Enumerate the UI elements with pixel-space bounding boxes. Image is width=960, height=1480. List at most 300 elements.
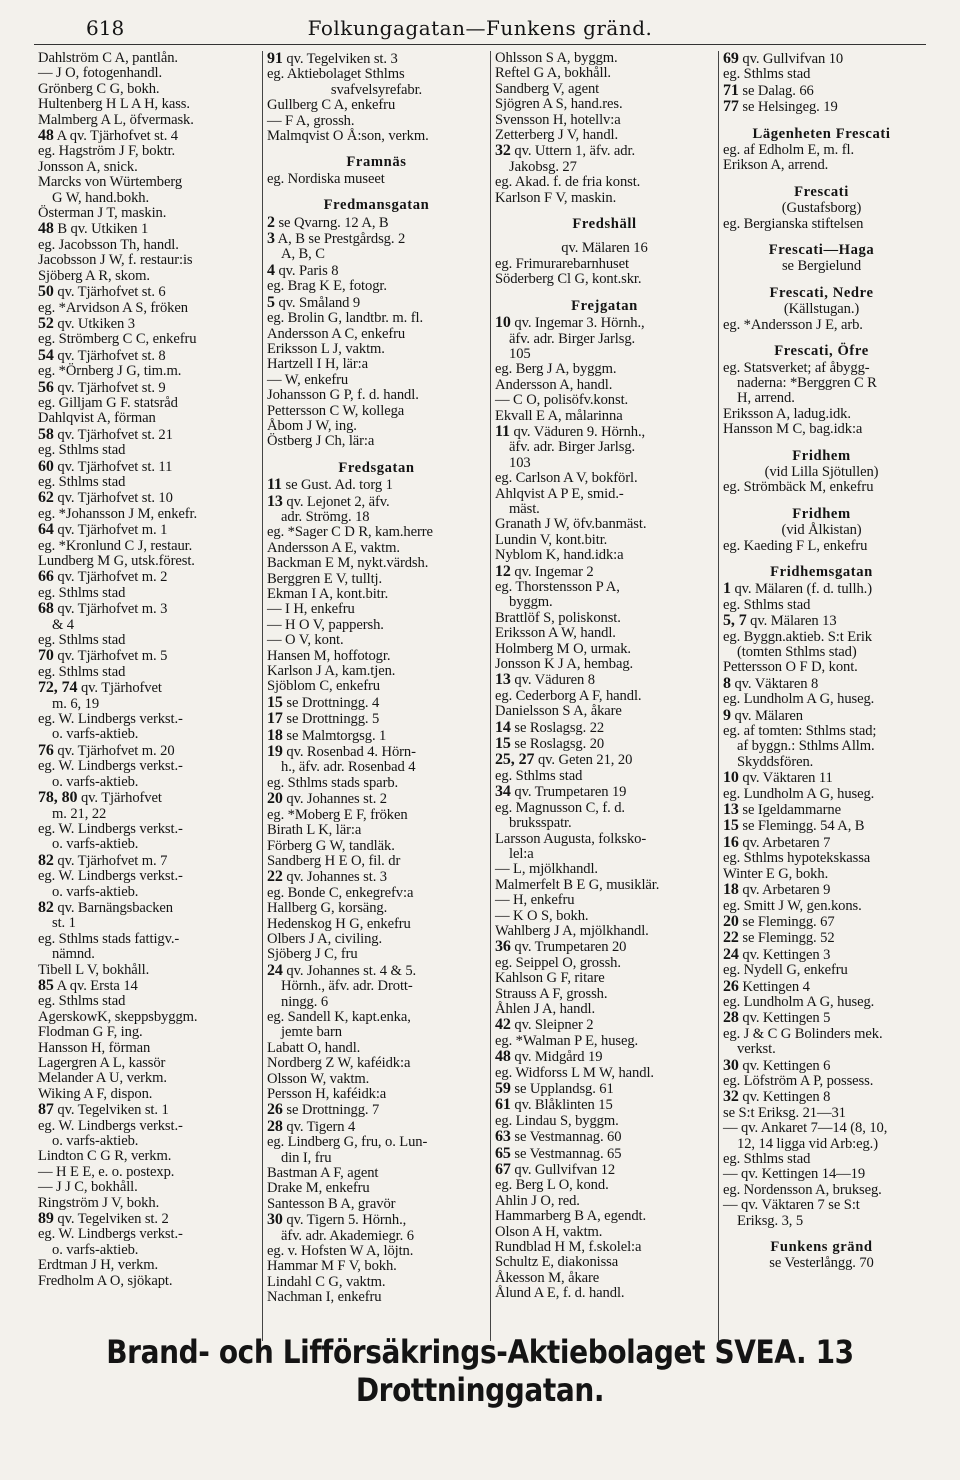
- directory-entry: [495, 1034, 714, 1049]
- address-entry: [495, 784, 714, 800]
- directory-entry: [495, 1209, 714, 1224]
- house-number: 48: [38, 127, 54, 145]
- street-heading: Framnäs: [346, 154, 407, 171]
- entry-text: Eriksg. 3, 5: [737, 1212, 804, 1229]
- directory-entry: [495, 987, 714, 1002]
- directory-entry: [267, 1087, 486, 1102]
- directory-entry: [267, 1244, 486, 1259]
- entry-text: eg. Lundholm A G, huseg.: [723, 993, 875, 1010]
- entry-text: qv. Sleipner 2: [514, 1017, 594, 1034]
- entry-text: qv. Barnängsbacken: [57, 899, 173, 916]
- directory-entry: [267, 556, 486, 571]
- entry-text: eg. Aktiebolaget Sthlms: [267, 66, 405, 83]
- directory-entry: [723, 995, 920, 1010]
- directory-entry: [267, 1041, 486, 1056]
- directory-entry: [267, 1010, 486, 1025]
- directory-entry: [38, 269, 258, 284]
- entry-text: eg. W. Lindbergs verkst.-: [38, 758, 183, 775]
- entry-text: eg. Bonde C, enkegrefv:a: [267, 884, 414, 901]
- directory-entry: [267, 98, 486, 113]
- address-entry: [38, 522, 258, 538]
- spacer: [723, 232, 920, 240]
- directory-entry: [495, 272, 714, 287]
- address-entry: [267, 695, 486, 711]
- directory-entry: [267, 1181, 486, 1196]
- house-number: 48: [38, 220, 54, 238]
- house-number: 66: [38, 568, 54, 586]
- entry-text: eg. Lundholm A G, huseg.: [723, 691, 875, 708]
- house-number: 20: [267, 790, 283, 808]
- entry-text: Åbom J W, ing.: [267, 417, 357, 434]
- entry-text: — C O, polisöfv.konst.: [495, 392, 629, 409]
- entry-text: eg. Nordensson A, brukseg.: [723, 1181, 882, 1198]
- entry-text: Sjöblom C, enkefru: [267, 678, 380, 695]
- entry-text: qv. Arbetaren 7: [742, 834, 831, 851]
- entry-text: Ohlsson S A, byggm.: [495, 51, 618, 66]
- street-heading: Fridhemsgatan: [770, 563, 873, 580]
- house-number: 2: [267, 213, 275, 231]
- directory-column-4: [718, 51, 924, 1341]
- directory-entry: [495, 97, 714, 112]
- directory-entry: [495, 533, 714, 548]
- directory-entry: [495, 51, 714, 66]
- directory-entry: [495, 128, 714, 143]
- house-number: 78, 80: [38, 789, 78, 807]
- directory-entry: [38, 727, 258, 742]
- entry-text: Jacobsson J W, f. restaur:is: [38, 252, 193, 269]
- directory-entry: [267, 357, 486, 372]
- directory-entry: [38, 175, 258, 190]
- entry-text: qv. Midgård 19: [514, 1049, 603, 1066]
- entry-text: — O V, kont.: [267, 632, 344, 649]
- directory-entry: [723, 724, 920, 739]
- footer-advertisement: Brand- och Lifförsäkrings-Aktiebolaget SVEA. 13 Drottninggatan.: [106, 1333, 854, 1409]
- entry-text: — qv. Ankaret 7—14 (8, 10,: [723, 1120, 888, 1137]
- house-number: 11: [495, 422, 510, 440]
- entry-text: eg. *Arvidson A S, fröken: [38, 299, 188, 316]
- entry-text: eg. af Edholm E, m. fl.: [723, 142, 855, 159]
- entry-text: qv. Mälaren (f. d. tullh.): [734, 581, 872, 598]
- house-number: 28: [723, 1009, 739, 1027]
- entry-text: äfv. adr. Birger Jarlsg.: [509, 330, 636, 347]
- address-entry: [38, 284, 258, 300]
- directory-entry: [495, 801, 714, 816]
- entry-text: qv. Mälaren: [734, 707, 803, 724]
- entry-text: eg. J & C G Bolinders mek.: [723, 1025, 883, 1042]
- address-entry: [267, 295, 486, 311]
- house-number: 30: [267, 1211, 283, 1229]
- entry-text: Eriksson A, ladug.idk.: [723, 405, 851, 422]
- entry-text: Andersson A C, enkefru: [267, 325, 406, 342]
- entry-text: Andersson A E, vaktm.: [267, 539, 400, 556]
- directory-entry: [267, 525, 486, 540]
- address-entry: [267, 711, 486, 727]
- house-number: 69: [723, 51, 739, 67]
- address-entry: [495, 1162, 714, 1178]
- entry-text: Eriksson L J, vaktm.: [267, 340, 385, 357]
- address-entry: [495, 1049, 714, 1065]
- directory-entry: [267, 434, 486, 449]
- address-entry: [267, 1212, 486, 1228]
- entry-text: eg. *Andersson J E, arb.: [723, 316, 863, 333]
- directory-entry: [495, 893, 714, 908]
- entry-text: Backman E M, nykt.värdsh.: [267, 555, 429, 572]
- directory-entry: [267, 808, 486, 823]
- directory-entry: [723, 598, 920, 613]
- entry-text: qv. Tjärhofvet m. 3: [57, 601, 168, 618]
- directory-entry: [38, 191, 258, 206]
- entry-text: eg. *Sager C D R, kam.herre: [267, 524, 433, 541]
- house-number: 12: [495, 562, 511, 580]
- entry-text: eg. Cederborg A F, handl.: [495, 687, 642, 704]
- house-number: 10: [495, 314, 511, 332]
- directory-entry: [38, 759, 258, 774]
- entry-text: Dahlqvist A, förman: [38, 410, 156, 427]
- directory-entry: [495, 909, 714, 924]
- address-entry: [267, 791, 486, 807]
- directory-entry: [267, 901, 486, 916]
- street-heading: Fredmansgatan: [323, 197, 430, 214]
- entry-text: eg. Jacobsson Th, handl.: [38, 236, 179, 253]
- directory-entry: [723, 407, 920, 422]
- house-number: 18: [723, 881, 739, 899]
- entry-text: eg. Akad. f. de fria konst.: [495, 174, 641, 191]
- entry-text: Zetterberg J V, handl.: [495, 127, 619, 144]
- entry-text: qv. Trumpetaren 20: [514, 939, 627, 956]
- entry-text: eg. Hagström J F, boktr.: [38, 143, 176, 160]
- house-number: 24: [723, 945, 739, 963]
- directory-entry: [267, 823, 486, 838]
- entry-text: eg. Lindau S, byggm.: [495, 1112, 619, 1129]
- entry-text: eg. Sthlms stad: [723, 1151, 811, 1167]
- entry-text: — L, mjölkhandl.: [495, 861, 598, 878]
- directory-entry: [495, 502, 714, 517]
- directory-column-1: [34, 51, 262, 1341]
- entry-text: A qv. Ersta 14: [56, 977, 138, 994]
- directory-entry: [495, 241, 714, 256]
- directory-entry: [38, 712, 258, 727]
- entry-text: Rundblad H M, f.skolel:a: [495, 1239, 642, 1256]
- directory-entry: [723, 755, 920, 770]
- entry-text: qv. Johannes st. 4 & 5.: [286, 962, 417, 979]
- house-number: 87: [38, 1101, 54, 1119]
- address-entry: [495, 752, 714, 768]
- directory-entry: [723, 465, 920, 480]
- entry-text: Hansson M C, bag.idk:a: [723, 421, 863, 438]
- directory-entry: [495, 1066, 714, 1081]
- entry-text: — F A, grossh.: [267, 112, 355, 129]
- address-entry: [495, 736, 714, 752]
- entry-text: Dahlström C A, pantlån.: [38, 51, 178, 66]
- directory-entry: [38, 1010, 258, 1025]
- address-entry: [267, 494, 486, 510]
- entry-text: eg. Seippel O, grossh.: [495, 954, 621, 971]
- entry-text: eg. Magnusson C, f. d.: [495, 799, 625, 816]
- house-number: 56: [38, 378, 54, 396]
- entry-text: se Igeldammarne: [742, 802, 841, 819]
- directory-entry: [723, 787, 920, 802]
- entry-text: o. varfs-aktieb.: [52, 883, 139, 900]
- directory-entry: [723, 739, 920, 754]
- directory-entry: [267, 510, 486, 525]
- house-number: 76: [38, 741, 54, 759]
- entry-text: qv. Tjärhofvet st. 21: [57, 426, 173, 443]
- entry-text: Erdtman J H, verkm.: [38, 1257, 159, 1274]
- directory-entry: [495, 378, 714, 393]
- entry-text: Strauss A F, grossh.: [495, 985, 608, 1002]
- directory-entry: [723, 318, 920, 333]
- entry-text: Granath J W, öfv.banmäst.: [495, 516, 647, 533]
- entry-text: eg. Sthlms stad: [495, 767, 583, 784]
- entry-text: din I, fru: [281, 1149, 332, 1166]
- directory-entry: [723, 1106, 920, 1121]
- directory-entry: [495, 66, 714, 81]
- directory-entry: [723, 851, 920, 866]
- entry-text: qv. Geten 21, 20: [537, 752, 633, 769]
- house-number: 32: [723, 1088, 739, 1106]
- entry-text: qv. Tjärhofvet st. 10: [57, 490, 173, 507]
- directory-entry: [495, 1286, 714, 1301]
- entry-text: Hallberg G, korsäng.: [267, 900, 388, 917]
- entry-text: se Roslagsg. 20: [514, 736, 605, 753]
- address-entry: [495, 1081, 714, 1097]
- address-entry: [723, 914, 920, 930]
- directory-entry: [723, 302, 920, 317]
- entry-text: Kahlson G F, ritare: [495, 970, 605, 987]
- directory-entry: [38, 586, 258, 601]
- house-number: 67: [495, 1161, 511, 1179]
- directory-entry: [495, 548, 714, 563]
- entry-text: (Källstugan.): [783, 301, 860, 318]
- entry-text: Andersson A, handl.: [495, 376, 613, 393]
- entry-text: m. 6, 19: [52, 695, 100, 712]
- directory-entry: [723, 1183, 920, 1198]
- directory-entry: [723, 963, 920, 978]
- house-number: 10: [723, 769, 739, 787]
- house-number: 71: [723, 81, 739, 99]
- entry-text: qv. Gullvifvan 10: [742, 51, 844, 67]
- entry-text: Labatt O, handl.: [267, 1039, 361, 1056]
- entry-text: se Drottningg. 4: [286, 694, 380, 711]
- spacer: [267, 450, 486, 458]
- directory-entry: [723, 1152, 920, 1167]
- address-entry: [723, 818, 920, 834]
- entry-text: qv. Kettingen 3: [742, 946, 831, 963]
- address-entry: [723, 947, 920, 963]
- address-entry: [495, 939, 714, 955]
- directory-entry: [38, 633, 258, 648]
- entry-text: Tibell L V, bokhåll.: [38, 961, 150, 978]
- address-entry: [38, 978, 258, 994]
- address-entry: [495, 424, 714, 440]
- directory-entry: [38, 443, 258, 458]
- address-entry: [723, 882, 920, 898]
- entry-text: Santesson B A, gravör: [267, 1195, 396, 1212]
- entry-text: Winter E G, bokh.: [723, 865, 829, 882]
- entry-text: se Vesterlångg. 70: [769, 1255, 874, 1272]
- entry-text: qv. Tjärhofvet m. 5: [57, 648, 168, 665]
- directory-entry: [38, 916, 258, 931]
- house-number: 24: [267, 961, 283, 979]
- directory-entry: [267, 1166, 486, 1181]
- entry-text: h., äfv. adr. Rosenbad 4: [281, 759, 416, 776]
- directory-entry: [723, 692, 920, 707]
- entry-text: se Flemingg. 67: [742, 913, 835, 930]
- entry-text: Holmberg M O, urmak.: [495, 640, 631, 657]
- directory-entry: [38, 1134, 258, 1149]
- entry-text: eg. Nydell G, enkefru: [723, 962, 848, 979]
- entry-text: Kettingen 4: [742, 978, 810, 995]
- directory-entry: [495, 456, 714, 471]
- directory-entry: [495, 393, 714, 408]
- directory-entry: [38, 1119, 258, 1134]
- entry-text: se Drottningg. 5: [286, 711, 380, 728]
- directory-entry: [495, 862, 714, 877]
- house-number: 18: [267, 726, 283, 744]
- entry-text: eg. Byggn.aktieb. S:t Erik: [723, 628, 872, 645]
- entry-text: eg. Carlson A V, bokförl.: [495, 470, 638, 487]
- directory-entry: [723, 539, 920, 554]
- directory-entry: [723, 660, 920, 675]
- directory-entry: [495, 1178, 714, 1193]
- spacer: [723, 116, 920, 124]
- directory-entry: [723, 217, 920, 232]
- entry-text: Olson A H, vaktm.: [495, 1223, 603, 1240]
- address-entry: [38, 743, 258, 759]
- entry-text: qv. Tjärhofvet m. 1: [57, 522, 168, 539]
- house-number: 52: [38, 314, 54, 332]
- directory-entry: [267, 311, 486, 326]
- entry-text: eg. Lindberg G, fru, o. Lun-: [267, 1134, 428, 1151]
- address-entry: [267, 477, 486, 493]
- entry-text: eg. Sthlms stad: [723, 66, 811, 83]
- entry-text: — K O S, bokh.: [495, 907, 589, 924]
- entry-text: lel:a: [509, 845, 534, 862]
- directory-entry: [495, 956, 714, 971]
- entry-text: Danielsson S A, åkare: [495, 703, 622, 720]
- directory-entry: [267, 247, 486, 262]
- directory-entry: [723, 645, 920, 660]
- entry-text: se Roslagsg. 22: [514, 719, 605, 736]
- directory-entry: [267, 664, 486, 679]
- house-number: 58: [38, 425, 54, 443]
- directory-entry: [267, 172, 486, 187]
- entry-text: Sjöberg J C, fru: [267, 946, 358, 963]
- house-number: 15: [723, 817, 739, 835]
- directory-entry: [38, 618, 258, 633]
- entry-text: qv. Tegelviken st. 1: [57, 1102, 169, 1119]
- street-heading: Frescati—Haga: [768, 242, 875, 259]
- address-entry: [38, 221, 258, 237]
- entry-text: o. varfs-aktieb.: [52, 1241, 139, 1258]
- directory-entry: [267, 373, 486, 388]
- address-entry: [495, 564, 714, 580]
- entry-text: eg. Sthlms stad: [723, 596, 811, 613]
- house-number: 22: [267, 868, 283, 886]
- entry-text: Erikson A, arrend.: [723, 157, 829, 174]
- house-number: 68: [38, 600, 54, 618]
- page-title: Folkungagatan—Funkens gränd.: [307, 16, 653, 40]
- address-entry: [38, 601, 258, 617]
- directory-entry: [38, 807, 258, 822]
- entry-text: qv. Väduren 8: [514, 672, 595, 689]
- directory-entry: [723, 259, 920, 274]
- entry-text: Schultz E, diakonissa: [495, 1254, 619, 1271]
- house-number: 85: [38, 976, 54, 994]
- directory-entry: [38, 1071, 258, 1086]
- directory-entry: [267, 776, 486, 791]
- address-entry: [495, 720, 714, 736]
- entry-text: Hultenberg H L A H, kass.: [38, 96, 190, 113]
- directory-entry: [267, 404, 486, 419]
- directory-entry: [267, 541, 486, 556]
- directory-entry: [495, 160, 714, 175]
- house-number: 63: [495, 1128, 511, 1146]
- entry-text: Jonsson K J A, hembag.: [495, 656, 634, 673]
- directory-entry: [267, 649, 486, 664]
- address-entry: [38, 648, 258, 664]
- entry-text: eg. W. Lindbergs verkst.-: [38, 711, 183, 728]
- directory-entry: [38, 539, 258, 554]
- entry-text: Lundberg M G, utsk.förest.: [38, 553, 195, 569]
- directory-entry: [267, 618, 486, 633]
- entry-text: Flodman G F, ing.: [38, 1024, 143, 1041]
- address-entry: [267, 869, 486, 885]
- entry-text: qv. Tjärhofvet: [80, 790, 162, 807]
- entry-text: Hartzell I H, lär:a: [267, 356, 369, 373]
- entry-text: — H, enkefru: [495, 892, 575, 909]
- house-number: 11: [267, 476, 282, 494]
- entry-text: AgerskowK, skeppsbyggm.: [38, 1008, 198, 1025]
- entry-text: qv. Väktaren 11: [742, 770, 833, 787]
- entry-text: A qv. Tjärhofvet st. 4: [56, 128, 178, 145]
- directory-entry: [38, 1258, 258, 1273]
- entry-text: eg. W. Lindbergs verkst.-: [38, 820, 183, 837]
- entry-text: qv. Tjärhofvet m. 7: [57, 852, 168, 869]
- entry-text: Malmerfelt B E G, musiklär.: [495, 876, 660, 893]
- directory-entry: [267, 327, 486, 342]
- entry-text: Melander A U, verkm.: [38, 1070, 167, 1087]
- directory-entry: [267, 129, 486, 144]
- address-entry: [267, 51, 486, 67]
- house-number: 25, 27: [495, 751, 535, 769]
- entry-text: Hansson H, förman: [38, 1039, 151, 1056]
- entry-text: eg. Kaeding F L, enkefru: [723, 537, 868, 554]
- entry-text: A, B se Prestgårdsg. 2: [277, 231, 406, 248]
- entry-text: Lindton C G R, verkm.: [38, 1148, 172, 1165]
- house-number: 61: [495, 1096, 511, 1114]
- entry-text: qv. Johannes st. 3: [286, 869, 387, 886]
- entry-text: 105: [509, 345, 531, 362]
- entry-text: eg. Brag K E, fotogr.: [267, 278, 387, 295]
- entry-text: Lagergren A L, kassör: [38, 1055, 166, 1071]
- directory-entry: [38, 1180, 258, 1195]
- entry-text: 103: [509, 454, 531, 471]
- house-number: 42: [495, 1016, 511, 1034]
- directory-entry: [38, 1149, 258, 1164]
- address-entry: [38, 1102, 258, 1118]
- directory-entry: [495, 626, 714, 641]
- entry-text: se Dalag. 66: [742, 82, 814, 99]
- house-number: 28: [267, 1117, 283, 1135]
- directory-entry: [495, 257, 714, 272]
- entry-text: eg. af tomten: Sthlms stad;: [723, 723, 877, 740]
- directory-entry: [495, 689, 714, 704]
- entry-text: A, B, C: [281, 246, 325, 263]
- directory-entry: [723, 480, 920, 495]
- directory-entry: [723, 630, 920, 645]
- entry-text: eg. Brolin G, landtbr. m. fl.: [267, 310, 423, 327]
